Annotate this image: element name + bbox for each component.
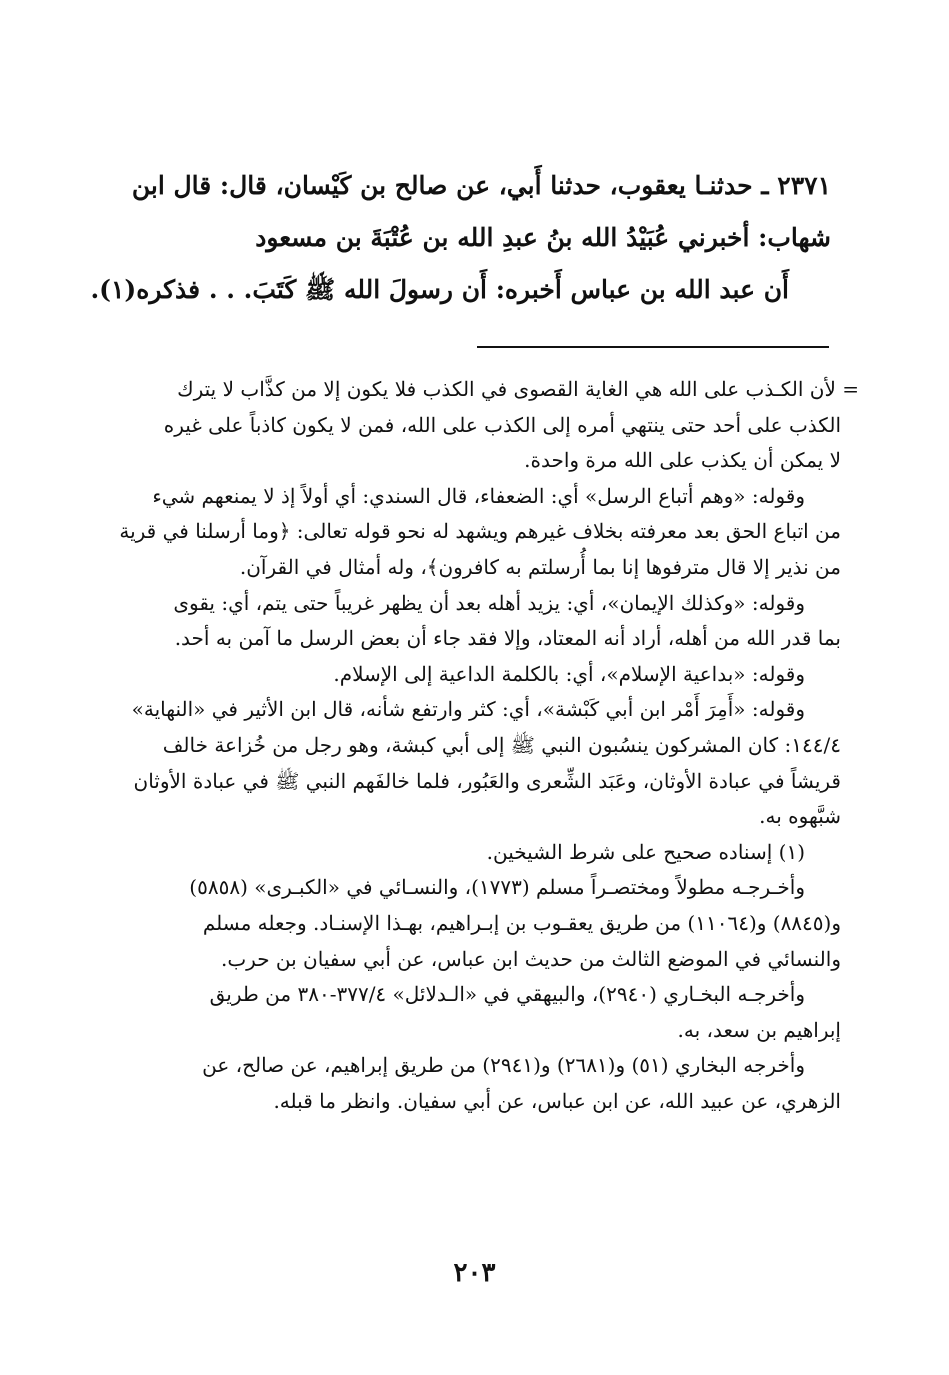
footnote-line: لا يمكن أن يكذب على الله مرة واحدة. — [524, 448, 841, 473]
footnote-line: والنسائي في الموضع الثالث من حديث ابن عباس، عن أبي سفيان بن حرب. — [220, 946, 841, 971]
footnote-line: = لأن الكـذب على الله هي الغاية القصوى في الكذب فلا يكون إلا من كذَّاب لا يترك — [177, 377, 859, 401]
footnote-line: إبراهيم بن سعد، به. — [677, 1017, 841, 1042]
footnote-line: وأخرجه البخاري (٥١) و(٢٦٨١) و(٢٩٤١) من طريق إبراهيم، عن صالح، عن — [202, 1053, 805, 1078]
footnote-line: قريشاً في عبادة الأوثان، وعَبَد الشِّعرى والعَبُور، فلما خالفَهم النبي ﷺ في عبادة الأوثان — [133, 768, 841, 793]
hadith-line: أَن عبد الله بن عباس أَخبره: أَن رسولَ الله ﷺ كَتَبَ. . . فذكره(١). — [90, 275, 789, 304]
footnote-line: و(٨٨٤٥) و(١١٠٦٤) من طريق يعقـوب بن إبـراهيم، بهـذا الإسنـاد. وجعله مسلم — [202, 910, 841, 935]
footnote-line: وأخرجـه البخـاري (٢٩٤٠)، والبيهقي في «الـدلائل» ٣٧٧/٤-٣٨٠ من طريق — [209, 982, 805, 1007]
footnote-line: وقوله: «بداعية الإسلام»، أي: بالكلمة الداعية إلى الإسلام. — [333, 661, 805, 686]
footnote-line: الزهري، عن عبيد الله، عن ابن عباس، عن أبي سفيان. وانظر ما قبله. — [273, 1088, 841, 1113]
footnote-line: (١) إسناده صحيح على شرط الشيخين. — [486, 839, 805, 864]
hadith-text — [90, 160, 831, 316]
page-number: ٢٠٣ — [453, 1258, 496, 1288]
footnote-separator — [477, 346, 829, 348]
footnote-line: من اتباع الحق بعد معرفته بخلاف غيرهم ويشهد له نحو قوله تعالى: ﴿وما أرسلنا في قرية — [119, 519, 841, 544]
footnote-line: شبَّهوه به. — [759, 804, 841, 829]
footnote-line: من نذير إلا قال مترفوها إنا بما أُرسلتم به كافرون﴾، وله أمثال في القرآن. — [239, 554, 841, 579]
hadith-line: ٢٣٧١ ـ حدثنـا يعقوب، حدثنا أَبي، عن صالح بن كَيْسان، قال: قال ابن — [131, 171, 831, 200]
footnote-line: الكذب على أحد حتى ينتهي أمره إلى الكذب على الله، فمن لا يكون كاذباً على غيره — [163, 412, 841, 437]
footnote-line: وقوله: «أَمِرَ أَمْر ابن أبي كَبْشة»، أي: كثر وارتفع شأنه، قال ابن الأثير في «النهاية» — [131, 697, 805, 722]
footnotes — [119, 372, 859, 1119]
hadith-line: شهاب: أخبرني عُبَيْدُ الله بنُ عبدِ الله بن عُتْبَةَ بن مسعود — [255, 223, 831, 252]
footnote-line: وأخـرجـه مطولاً ومختصـراً مسلم (١٧٧٣)، والنسـائي في «الكبـرى» (٥٨٥٨) — [189, 875, 805, 900]
footnote-line: وقوله: «وهم أتباع الرسل» أي: الضعفاء، قال السندي: أي أولاً إذ لا يمنعهم شيء — [152, 483, 805, 508]
footnote-line: ١٤٤/٤: كان المشركون ينسُبون النبي ﷺ إلى أبي كبشة، وهو رجل من خُزاعة خالف — [162, 732, 841, 757]
footnote-line: بما قدر الله من أهله، أراد أنه المعتاد، وإلا فقد جاء أن بعض الرسل ما آمن به أحد. — [174, 626, 841, 651]
footnote-line: وقوله: «وكذلك الإيمان»، أي: يزيد أهله بعد أن يظهر غريباً حتى يتم، أي: يقوى — [173, 590, 805, 615]
